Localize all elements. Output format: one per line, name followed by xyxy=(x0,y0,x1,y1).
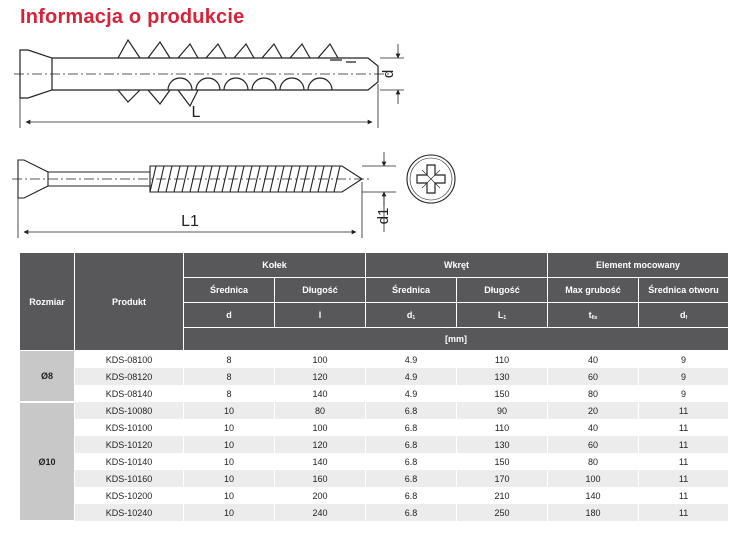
screw-length-cell: 110 xyxy=(457,419,548,436)
screw-diameter-cell: 4.9 xyxy=(366,351,457,369)
plug-length-label: L xyxy=(191,104,201,121)
plug-diameter-cell: 10 xyxy=(184,504,275,521)
table-row xyxy=(20,470,729,487)
product-cell: KDS-10160 xyxy=(75,470,184,487)
screw-diameter-cell: 4.9 xyxy=(366,368,457,385)
screw-diameter-label: d1 xyxy=(374,207,392,225)
max-thickness-cell: 60 xyxy=(548,368,639,385)
plug-diameter-cell: 10 xyxy=(184,470,275,487)
plug-diameter-cell: 8 xyxy=(184,385,275,402)
product-cell: KDS-08100 xyxy=(75,351,184,369)
table-row xyxy=(20,385,729,402)
plug-diameter-label: d xyxy=(379,69,397,79)
spec-table-body xyxy=(20,351,729,522)
header-screw-diameter: Średnica xyxy=(366,278,457,303)
header-hole-diameter: Średnica otworu xyxy=(639,278,729,303)
hole-diameter-cell: 11 xyxy=(639,487,729,504)
screw-diameter-cell: 6.8 xyxy=(366,419,457,436)
max-thickness-cell: 80 xyxy=(548,453,639,470)
product-cell: KDS-10200 xyxy=(75,487,184,504)
table-row xyxy=(20,487,729,504)
table-row xyxy=(20,419,729,436)
header-screw-length: Długość xyxy=(457,278,548,303)
product-cell: KDS-10100 xyxy=(75,419,184,436)
size-group-cell: Ø10 xyxy=(20,402,75,521)
plug-length-cell: 140 xyxy=(275,453,366,470)
unit-row: [mm] xyxy=(184,328,729,351)
hole-diameter-cell: 11 xyxy=(639,453,729,470)
product-cell: KDS-08140 xyxy=(75,385,184,402)
plug-diameter-cell: 10 xyxy=(184,436,275,453)
screw-drawing xyxy=(12,160,372,198)
product-cell: KDS-08120 xyxy=(75,368,184,385)
hole-diameter-cell: 11 xyxy=(639,419,729,436)
header-size: Rozmiar xyxy=(20,253,75,351)
plug-diameter-cell: 10 xyxy=(184,419,275,436)
plug-length-cell: 100 xyxy=(275,351,366,369)
screw-diameter-cell: 6.8 xyxy=(366,487,457,504)
hole-diameter-cell: 11 xyxy=(639,504,729,521)
product-cell: KDS-10140 xyxy=(75,453,184,470)
symbol-d: d xyxy=(184,303,275,328)
plug-length-cell: 100 xyxy=(275,419,366,436)
plug-diameter-cell: 10 xyxy=(184,453,275,470)
max-thickness-cell: 80 xyxy=(548,385,639,402)
max-thickness-cell: 40 xyxy=(548,419,639,436)
plug-diameter-cell: 10 xyxy=(184,402,275,419)
table-row xyxy=(20,453,729,470)
product-cell: KDS-10240 xyxy=(75,504,184,521)
plug-drawing xyxy=(14,40,392,106)
technical-drawing xyxy=(0,0,750,250)
header-plug-diameter: Średnica xyxy=(184,278,275,303)
symbol-df: $d_f$ xyxy=(639,303,729,328)
plug-length-cell: 240 xyxy=(275,504,366,521)
screw-diameter-cell: 6.8 xyxy=(366,504,457,521)
plug-diameter-cell: 8 xyxy=(184,368,275,385)
table-row xyxy=(20,402,729,419)
hole-diameter-cell: 9 xyxy=(639,385,729,402)
spec-table xyxy=(19,252,729,522)
screw-length-cell: 150 xyxy=(457,385,548,402)
max-thickness-cell: 40 xyxy=(548,351,639,369)
max-thickness-cell: 100 xyxy=(548,470,639,487)
plug-diameter-cell: 10 xyxy=(184,487,275,504)
screw-length-cell: 250 xyxy=(457,504,548,521)
screw-diameter-cell: 6.8 xyxy=(366,453,457,470)
hole-diameter-cell: 11 xyxy=(639,470,729,487)
screw-diameter-cell: 6.8 xyxy=(366,402,457,419)
page-title: Informacja o produkcie xyxy=(20,6,245,28)
hole-diameter-cell: 9 xyxy=(639,368,729,385)
symbol-d1: $d_1$ xyxy=(366,303,457,328)
screw-diameter-cell: 4.9 xyxy=(366,385,457,402)
plug-length-cell: 120 xyxy=(275,368,366,385)
header-screw-group: Wkręt xyxy=(366,253,548,278)
header-plug-group: Kołek xyxy=(184,253,366,278)
symbol-tfix: $t_{fix}$ xyxy=(548,303,639,328)
size-group-cell: Ø8 xyxy=(20,351,75,403)
hole-diameter-cell: 9 xyxy=(639,351,729,369)
screw-diameter-cell: 6.8 xyxy=(366,436,457,453)
table-row xyxy=(20,368,729,385)
header-max-thickness: Max grubość xyxy=(548,278,639,303)
screw-length-cell: 110 xyxy=(457,351,548,369)
plug-diameter-cell: 8 xyxy=(184,351,275,369)
header-plug-length: Długość xyxy=(275,278,366,303)
symbol-l1: $L_1$ xyxy=(457,303,548,328)
screw-head-view xyxy=(407,155,455,203)
screw-length-cell: 150 xyxy=(457,453,548,470)
header-fixture-group: Element mocowany xyxy=(548,253,729,278)
screw-length-cell: 170 xyxy=(457,470,548,487)
screw-diameter-cell: 6.8 xyxy=(366,470,457,487)
table-row xyxy=(20,504,729,521)
max-thickness-cell: 60 xyxy=(548,436,639,453)
header-product: Produkt xyxy=(75,253,184,351)
plug-length-cell: 160 xyxy=(275,470,366,487)
hole-diameter-cell: 11 xyxy=(639,436,729,453)
plug-length-cell: 120 xyxy=(275,436,366,453)
screw-length-cell: 130 xyxy=(457,436,548,453)
plug-length-cell: 80 xyxy=(275,402,366,419)
max-thickness-cell: 20 xyxy=(548,402,639,419)
table-row xyxy=(20,436,729,453)
max-thickness-cell: 180 xyxy=(548,504,639,521)
screw-length-label: L1 xyxy=(181,213,199,230)
plug-length-cell: 140 xyxy=(275,385,366,402)
max-thickness-cell: 140 xyxy=(548,487,639,504)
symbol-l: l xyxy=(275,303,366,328)
screw-length-cell: 130 xyxy=(457,368,548,385)
plug-length-cell: 200 xyxy=(275,487,366,504)
screw-length-cell: 210 xyxy=(457,487,548,504)
table-row xyxy=(20,351,729,369)
screw-length-cell: 90 xyxy=(457,402,548,419)
hole-diameter-cell: 11 xyxy=(639,402,729,419)
product-cell: KDS-10120 xyxy=(75,436,184,453)
product-cell: KDS-10080 xyxy=(75,402,184,419)
